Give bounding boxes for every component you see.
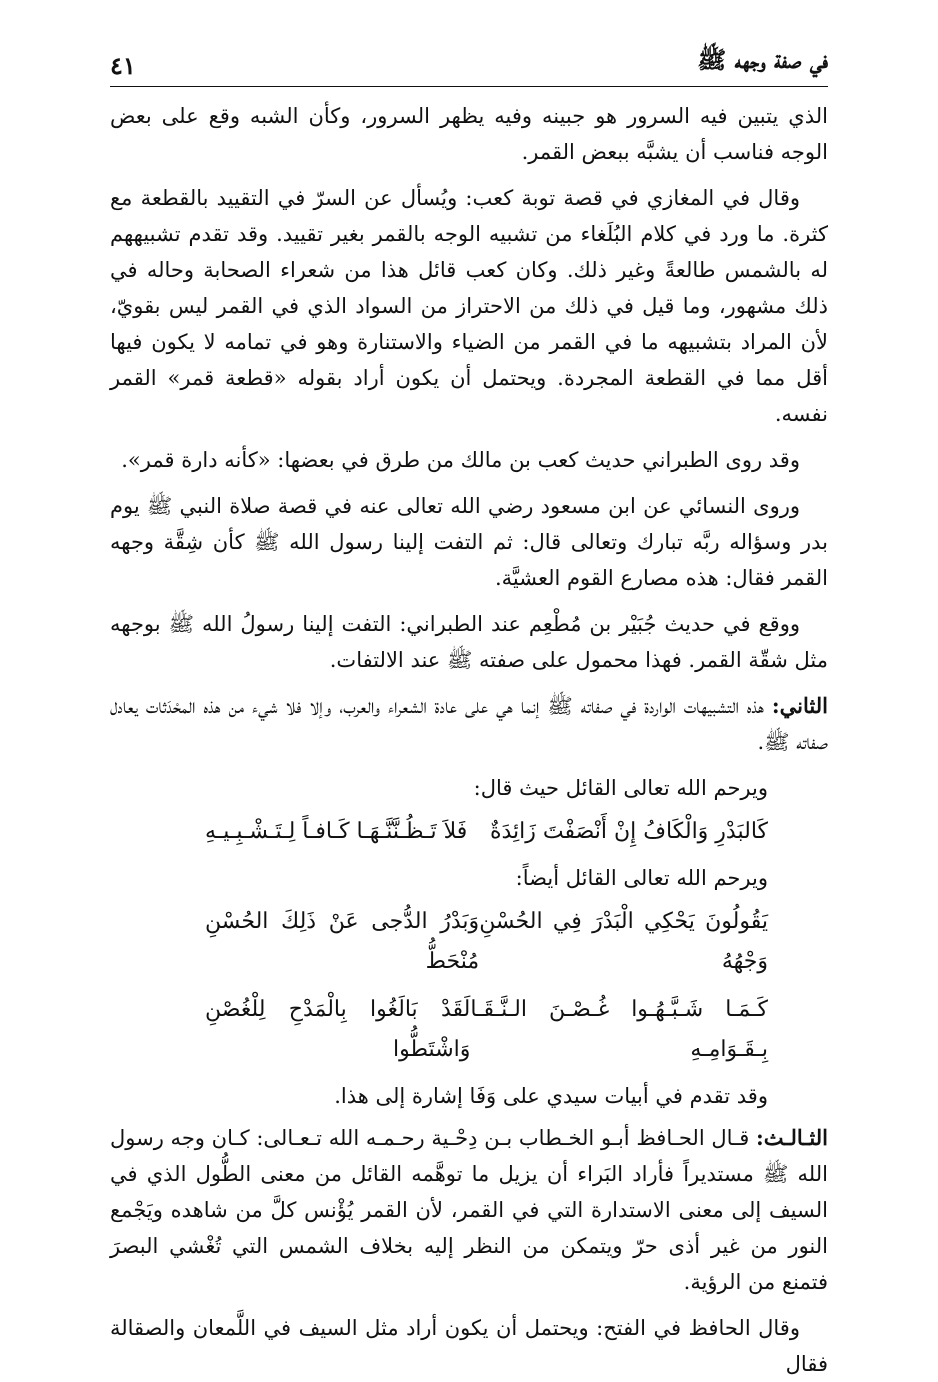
verse-hemistich: يَقُولُونَ يَحْكِي الْبَدْرَ فِي الحُسْنِ وَجْهُهُ bbox=[479, 909, 768, 974]
verse-hemistich: لَقَدْ بَالَغُوا بِالْمَدْحِ لِلْغُصْنِ وَاشْتَطُّوا bbox=[205, 997, 471, 1062]
poem-verse bbox=[110, 902, 828, 982]
page-number: ٤١ bbox=[110, 51, 136, 80]
paragraph: وقال في المغازي في قصة توبة كعب: ويُسأل عن السرّ في التقييد بالقطعة مع كثرة. ما ورد في كلام البُلَغاء من تشبيه الوجه بالقمر بغير تقييد. وقد تقدم تشبيههم له بالشمس طالعةً وغير ذلك. وكان كعب قائل هذا من شعراء الصحابة وحاله في ذلك مشهور، وما قيل في ذلك من الاحتراز من السواد الذي في القمر ليس بقويّ، لأن المراد بتشبيهه ما في القمر من الضياء والاستنارة وهو في تمامه لا يكون فيها أقل مما في القطعة المجردة. ويحتمل أن يكون أراد بقوله «قطعة قمر» القمر نفسه. bbox=[110, 186, 828, 426]
paragraph: وقال الحافظ في الفتح: ويحتمل أن يكون أراد مثل السيف في اللَّمعان والصقالة فقال bbox=[110, 1316, 828, 1376]
poem-intro: ويرحم الله تعالى القائل أيضاً: bbox=[515, 866, 768, 890]
poem-verse bbox=[110, 990, 828, 1070]
verse-hemistich: وَبَدْرُ الدُّجى عَنْ ذَلِكَ الحُسْنِ مُنْحَطُّ bbox=[205, 909, 480, 974]
paragraph bbox=[110, 688, 828, 760]
verse-hemistich: كَـمَـا شَـبَّـهُـوا غُـصْـنَ الـنَّـقَـا بِـقَـوَامِـهِ bbox=[470, 997, 768, 1062]
poem-outro: وقد تقدم في أبيات سيدي على وَفَا إشارة إلى هذا. bbox=[334, 1084, 768, 1108]
running-header bbox=[110, 38, 828, 87]
poem-intro: ويرحم الله تعالى القائل حيث قال: bbox=[473, 776, 768, 800]
paragraph: ووقع في حديث جُبَيْر بن مُطْعِم عند الطبراني: التفت إلينا رسولُ الله ﷺ بوجهه مثل شقّة القمر. فهذا محمول على صفته ﷺ عند الالتفات. bbox=[110, 612, 828, 672]
verse-hemistich: فَلاَ تَـظُـنَّنَّـهَـا كَـافـاً لِـتَـشْـبِـيـهِ bbox=[205, 819, 468, 844]
section-lead: الثـالـث: bbox=[755, 1125, 828, 1150]
paragraph: وقد روى الطبراني حديث كعب بن مالك من طرق في بعضها: «كأنه دارة قمر». bbox=[121, 448, 800, 472]
paragraph: الذي يتبين فيه السرور هو جبينه وفيه يظهر السرور، وكأن الشبه وقع على بعض الوجه فناسب أن يشبَّه ببعض القمر. bbox=[110, 104, 828, 164]
paragraph: وروى النسائي عن ابن مسعود رضي الله تعالى عنه في قصة صلاة النبي ﷺ يوم بدر وسؤاله ربَّه تبارك وتعالى قال: ثم التفت إلينا رسول الله ﷺ كأن شِقَّة وجهه القمر فقال: هذه مصارع القوم العشيَّة. bbox=[110, 494, 828, 590]
verse-hemistich: كَالبَدْرِ وَالْكَافُ إِنْ أَنْصَفْتَ زَائِدَةٌ bbox=[489, 819, 768, 844]
paragraph-text: قـال الحـافظ أبـو الخـطاب بـن دِحْـية رحـمـه الله تـعـالى: كـان وجه رسول الله ﷺ مستديراً فأراد البَراء أن يزيل ما توهَّمه القائل من معنى الطُّول الذي في السيف إلى معنى الاستدارة التي في القمر، لأن القمر يُؤْنس كلَّ من شاهده ويَجْمع النور من غير أذى حرّ ويتمكن من النظر إليه بخلاف الشمس التي تُغْشي البصرَ فتمنع من الرؤية. bbox=[110, 1126, 828, 1294]
page-body bbox=[110, 98, 828, 1382]
running-title: في صفة وجهه ﷺ bbox=[697, 45, 828, 74]
paragraph bbox=[110, 1120, 828, 1300]
paragraph-text: هذه التشبيهات الواردة في صفاته ﷺ إنما هي على عادة الشعراء والعرب، وإلا فلا شيء من هذه المحْدَثات يعادل صفاته ﷺ. bbox=[110, 694, 828, 754]
poem-verse bbox=[110, 812, 828, 852]
section-lead: الثاني: bbox=[771, 693, 828, 718]
